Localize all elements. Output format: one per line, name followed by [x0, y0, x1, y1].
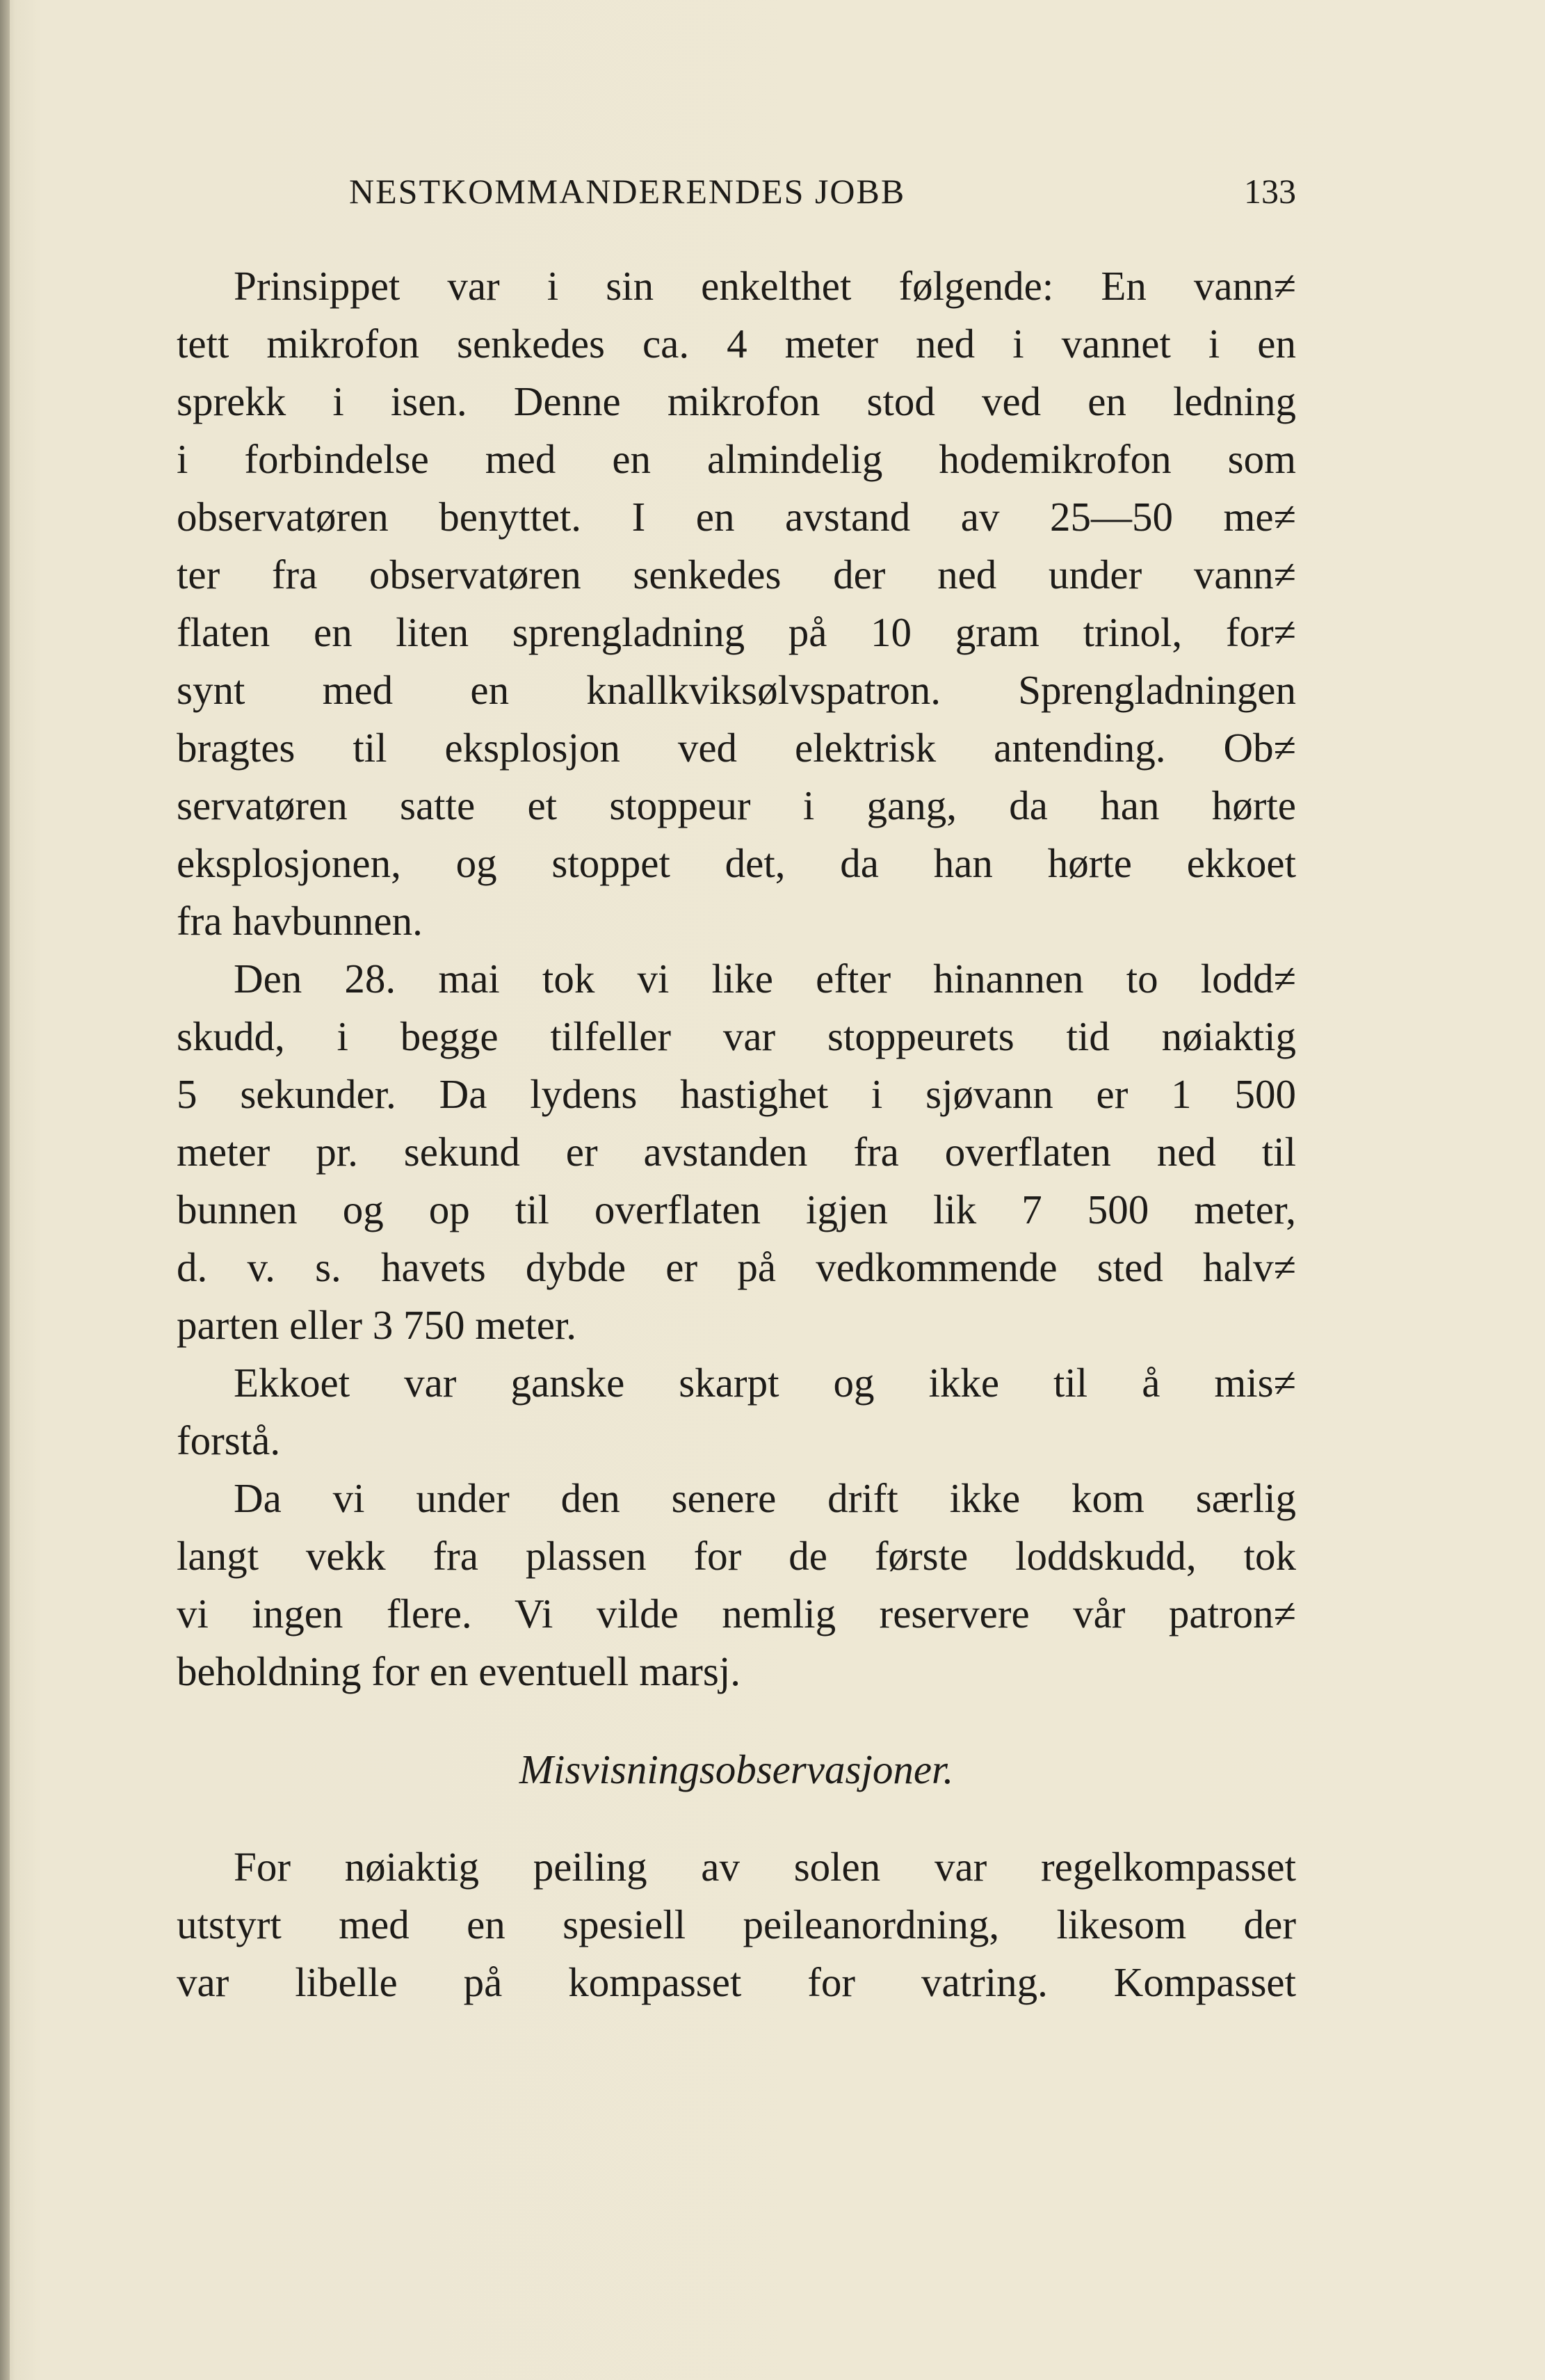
text-line: sprekk i isen. Denne mikrofon stod ved en ledning: [177, 378, 1296, 424]
paragraph-depth-result: [177, 950, 1296, 1354]
text-line: skudd, i begge tilfeller var stoppeurets tid nøiaktig: [177, 1013, 1296, 1059]
paragraph-compass: [177, 1838, 1296, 2011]
paragraph-drift: [177, 1470, 1296, 1700]
text-line: ter fra observatøren senkedes der ned under vann≠: [177, 552, 1296, 597]
text-line: utstyrt med en spesiell peileanordning, likesom der: [177, 1901, 1296, 1947]
paragraph-method: [177, 257, 1296, 950]
text-line: Den 28. mai tok vi like efter hinannen to lodd≠: [234, 956, 1296, 1002]
text-line: var libelle på kompasset for vatring. Kompasset: [177, 1959, 1296, 2005]
text-line: For nøiaktig peiling av solen var regelkompasset: [234, 1844, 1296, 1890]
text-line: i forbindelse med en almindelig hodemikrofon som: [177, 436, 1296, 482]
text-line: d. v. s. havets dybde er på vedkommende sted halv≠: [177, 1244, 1296, 1290]
running-head: [177, 171, 1296, 220]
text-line: bunnen og op til overflaten igjen lik 7 500 meter,: [177, 1187, 1296, 1232]
text-line: synt med en knallkviksølvspatron. Sprengladningen: [177, 667, 1296, 713]
text-line: servatøren satte et stoppeur i gang, da han hørte: [177, 782, 1296, 828]
text-line: parten eller 3 750 meter.: [177, 1302, 577, 1348]
text-line: fra havbunnen.: [177, 898, 423, 944]
text-line: eksplosjonen, og stoppet det, da han hørte ekkoet: [177, 840, 1296, 886]
text-line: vi ingen flere. Vi vilde nemlig reservere vår patron≠: [177, 1591, 1296, 1637]
text-line: Ekkoet var ganske skarpt og ikke til å mis≠: [234, 1360, 1296, 1406]
text-line: forstå.: [177, 1417, 281, 1463]
text-line: Prinsippet var i sin enkelthet følgende: En vann≠: [234, 263, 1296, 309]
binding-edge: [0, 0, 10, 2380]
section-heading: Misvisningsobservasjoner.: [519, 1746, 954, 1792]
text-line: beholdning for en eventuell marsj.: [177, 1648, 741, 1694]
text-line: Da vi under den senere drift ikke kom særlig: [234, 1475, 1296, 1521]
body-text: [177, 257, 1296, 2011]
page-number: 133: [1244, 172, 1296, 211]
text-line: langt vekk fra plassen for de første loddskudd, tok: [177, 1533, 1296, 1579]
text-line: bragtes til eksplosjon ved elektrisk antending. Ob≠: [177, 725, 1296, 771]
paragraph-echo: [177, 1354, 1296, 1470]
text-line: flaten en liten sprengladning på 10 gram trinol, for≠: [177, 609, 1296, 655]
running-title: NESTKOMMANDERENDES JOBB: [349, 172, 906, 211]
text-line: observatøren benyttet. I en avstand av 25—50 me≠: [177, 494, 1296, 540]
text-line: 5 sekunder. Da lydens hastighet i sjøvann er 1 500: [177, 1071, 1296, 1117]
text-line: tett mikrofon senkedes ca. 4 meter ned i vannet i en: [177, 321, 1296, 367]
text-line: meter pr. sekund er avstanden fra overflaten ned til: [177, 1129, 1296, 1175]
